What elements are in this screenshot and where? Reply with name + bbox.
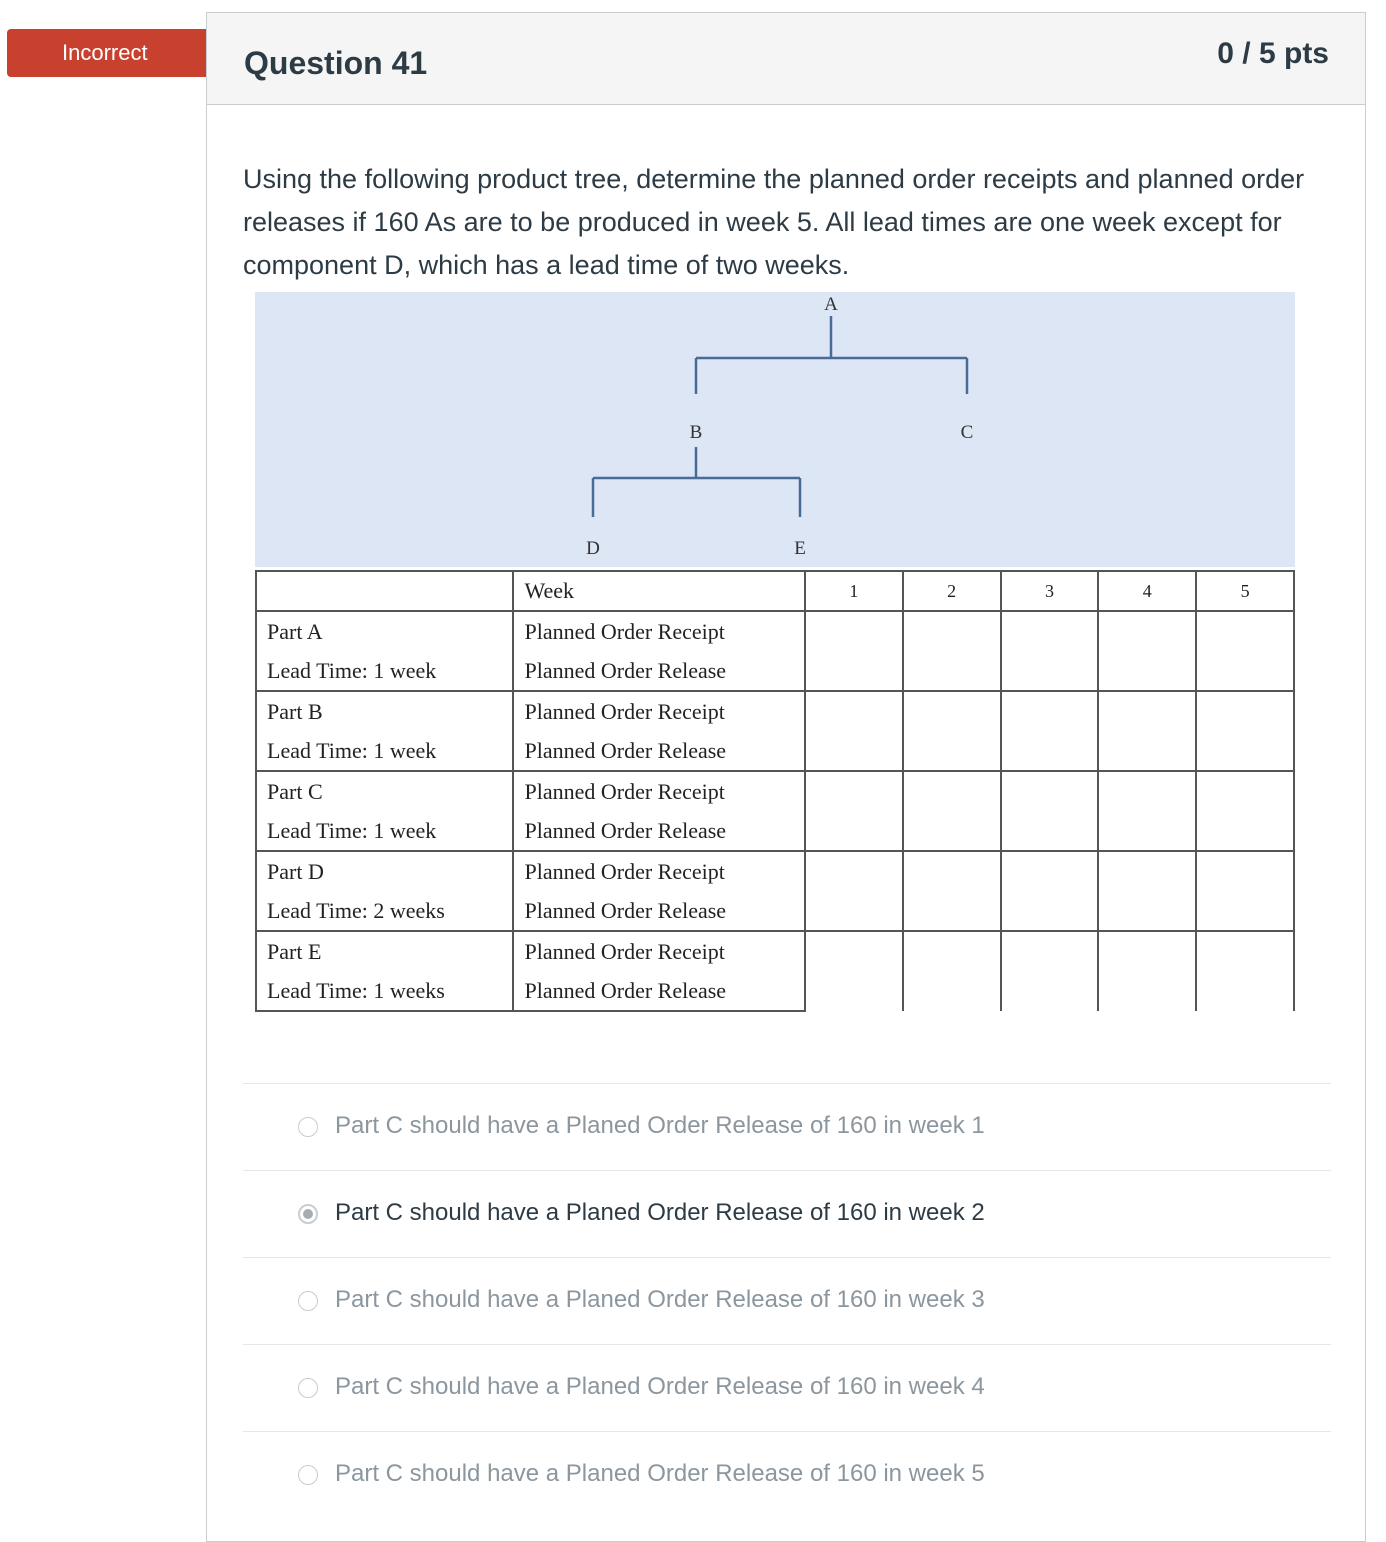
node-e: E bbox=[794, 538, 806, 559]
release-label: Planned Order Release bbox=[513, 731, 804, 771]
receipt-label: Planned Order Receipt bbox=[513, 771, 804, 811]
part-name: Part C bbox=[256, 771, 513, 811]
part-name: Part D bbox=[256, 851, 513, 891]
week-1: 1 bbox=[805, 571, 903, 611]
table-row bbox=[256, 771, 1294, 811]
table-row bbox=[256, 691, 1294, 731]
radio-button-selected[interactable] bbox=[298, 1204, 318, 1224]
part-name: Part B bbox=[256, 691, 513, 731]
receipt-label: Planned Order Receipt bbox=[513, 851, 804, 891]
product-tree-diagram bbox=[255, 292, 1295, 567]
question-title: Question 41 bbox=[244, 45, 428, 81]
table-row bbox=[256, 851, 1294, 891]
answer-text: Part C should have a Planed Order Release of 160 in week 1 bbox=[335, 1112, 985, 1139]
answer-option-1[interactable] bbox=[243, 1083, 1331, 1170]
empty-header-cell bbox=[256, 571, 513, 611]
week-3: 3 bbox=[1001, 571, 1099, 611]
week-2: 2 bbox=[903, 571, 1001, 611]
receipt-label: Planned Order Receipt bbox=[513, 611, 804, 651]
week-label: Week bbox=[513, 571, 804, 611]
answer-text: Part C should have a Planed Order Release of 160 in week 2 bbox=[335, 1199, 985, 1226]
part-name: Part A bbox=[256, 611, 513, 651]
receipt-label: Planned Order Receipt bbox=[513, 931, 804, 971]
release-label: Planned Order Release bbox=[513, 811, 804, 851]
question-card bbox=[206, 12, 1366, 1542]
part-lead-time: Lead Time: 1 week bbox=[256, 811, 513, 851]
question-text: Using the following product tree, determine the planned order receipts and planned order releases if 160 As are to be produced in week 5. All lead times are one week except for component D, which has a lead time of two weeks. bbox=[243, 164, 1305, 280]
status-badge: Incorrect bbox=[7, 29, 221, 77]
radio-button[interactable] bbox=[298, 1117, 318, 1137]
node-c: C bbox=[960, 422, 974, 443]
answer-text: Part C should have a Planed Order Release of 160 in week 4 bbox=[335, 1373, 985, 1400]
part-lead-time: Lead Time: 1 week bbox=[256, 651, 513, 691]
node-d: D bbox=[586, 538, 600, 559]
node-a: A bbox=[824, 294, 838, 315]
points-value: 0 / 5 pts bbox=[1217, 37, 1329, 70]
release-label: Planned Order Release bbox=[513, 651, 804, 691]
answer-options bbox=[243, 1083, 1331, 1518]
radio-button[interactable] bbox=[298, 1378, 318, 1398]
radio-button[interactable] bbox=[298, 1465, 318, 1485]
part-name: Part E bbox=[256, 931, 513, 971]
answer-option-4[interactable] bbox=[243, 1344, 1331, 1431]
part-lead-time: Lead Time: 1 weeks bbox=[256, 971, 513, 1011]
answer-option-2[interactable] bbox=[243, 1170, 1331, 1257]
table-row bbox=[256, 931, 1294, 971]
answer-option-5[interactable] bbox=[243, 1431, 1331, 1518]
answer-text: Part C should have a Planed Order Release of 160 in week 5 bbox=[335, 1460, 985, 1487]
node-b: B bbox=[689, 422, 703, 443]
release-label: Planned Order Release bbox=[513, 891, 804, 931]
mrp-table bbox=[255, 570, 1295, 1012]
answer-text: Part C should have a Planed Order Release of 160 in week 3 bbox=[335, 1286, 985, 1313]
radio-button[interactable] bbox=[298, 1291, 318, 1311]
receipt-label: Planned Order Receipt bbox=[513, 691, 804, 731]
part-lead-time: Lead Time: 2 weeks bbox=[256, 891, 513, 931]
question-header bbox=[207, 13, 1365, 105]
week-5: 5 bbox=[1196, 571, 1294, 611]
week-header-row bbox=[256, 571, 1294, 611]
part-lead-time: Lead Time: 1 week bbox=[256, 731, 513, 771]
release-label: Planned Order Release bbox=[513, 971, 804, 1011]
table-row bbox=[256, 611, 1294, 651]
week-4: 4 bbox=[1098, 571, 1196, 611]
product-tree-figure bbox=[255, 292, 1295, 1022]
answer-option-3[interactable] bbox=[243, 1257, 1331, 1344]
